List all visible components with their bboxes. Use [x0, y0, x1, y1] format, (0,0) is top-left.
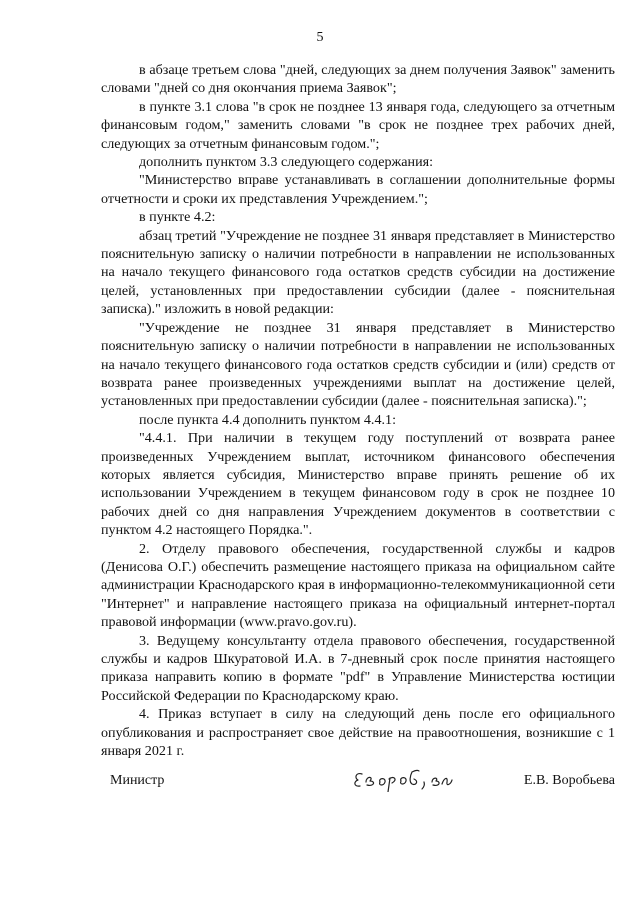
paragraph-item-3: 3. Ведущему консультанту отдела правового обеспечения, государственной службы и кадров Шкуратовой И.А. в 7-дневный срок после принятия настоящего приказа направить копию в формате "pdf" в Управление Министерства юстиции Российской Федерации по Краснодарскому краю. [101, 632, 615, 704]
paragraph-add-point-4-4-1: после пункта 4.4 дополнить пунктом 4.4.1: [139, 411, 396, 428]
paragraph-abzac-3-old: абзац третий "Учреждение не позднее 31 января представляет в Министерство пояснительную записку о наличии потребности в направлении не использованных на начало текущего финансового года остатков средств субсидии на достижение целей, установленных при предоставлении субсидии (далее - пояснительная записка)." изложить в новой редакции: [101, 227, 615, 318]
paragraph-amend-point-3-1: в пункте 3.1 слова "в срок не позднее 13 января года, следующего за отчетным финансовым годом," заменить словами "в срок не позднее трех рабочих дней, следующих за отчетным финансовым годом."; [101, 98, 615, 152]
paragraph-abzac-3-new: "Учреждение не позднее 31 января представляет в Министерство пояснительную записку о наличии потребности в направлении не использованных на начало текущего финансового года остатков средств субсидии и (или) средств от возврата ранее произведенных учреждениями выплат на достижение целей, установленных при предоставлении субсидии (далее - пояснительная записка)."; [101, 319, 615, 410]
page-number: 5 [316, 30, 324, 45]
paragraph-item-4: 4. Приказ вступает в силу на следующий день после его официального опубликования и распространяет свое действие на правоотношения, возникшие с 1 января 2021 г. [101, 706, 615, 760]
signature-block [101, 762, 615, 802]
signatory-name: Е.В. Воробьева [523, 773, 615, 788]
paragraph-point-4-4-1-text: "4.4.1. При наличии в текущем году поступлений от возврата ранее произведенных Учреждением выплат, источником финансового обеспечения которых является субсидия, Министерство вправе принять решение об их использовании Учреждением в текущем финансовом году в срок не позднее 10 рабочих дней со дня направления Учреждением документов в соответствии с пунктом 4.2 настоящего Порядка.". [101, 430, 615, 539]
signatory-title: Министр [110, 773, 165, 788]
paragraph-item-2: 2. Отделу правового обеспечения, государственной службы и кадров (Денисова О.Г.) обеспечить размещение настоящего приказа на официальном сайте администрации Краснодарского края в информационно-телекоммуникационной сети "Интернет" и направление настоящего приказа на официальный интернет-портал правовой информации (www.pravo.gov.ru). [101, 540, 615, 631]
paragraph-amend-abzac-3: в абзаце третьем слова "дней, следующих за днем получения Заявок" заменить словами "дней со дня окончания приема Заявок"; [101, 62, 615, 97]
paragraph-add-point-3-3: дополнить пунктом 3.3 следующего содержания: [139, 154, 434, 171]
paragraph-point-4-2: в пункте 4.2: [139, 209, 216, 226]
paragraph-point-3-3-text: "Министерство вправе устанавливать в соглашении дополнительные формы отчетности и сроки их представления Учреждением."; [101, 172, 615, 207]
document-body [101, 61, 615, 760]
handwritten-signature [348, 762, 478, 792]
